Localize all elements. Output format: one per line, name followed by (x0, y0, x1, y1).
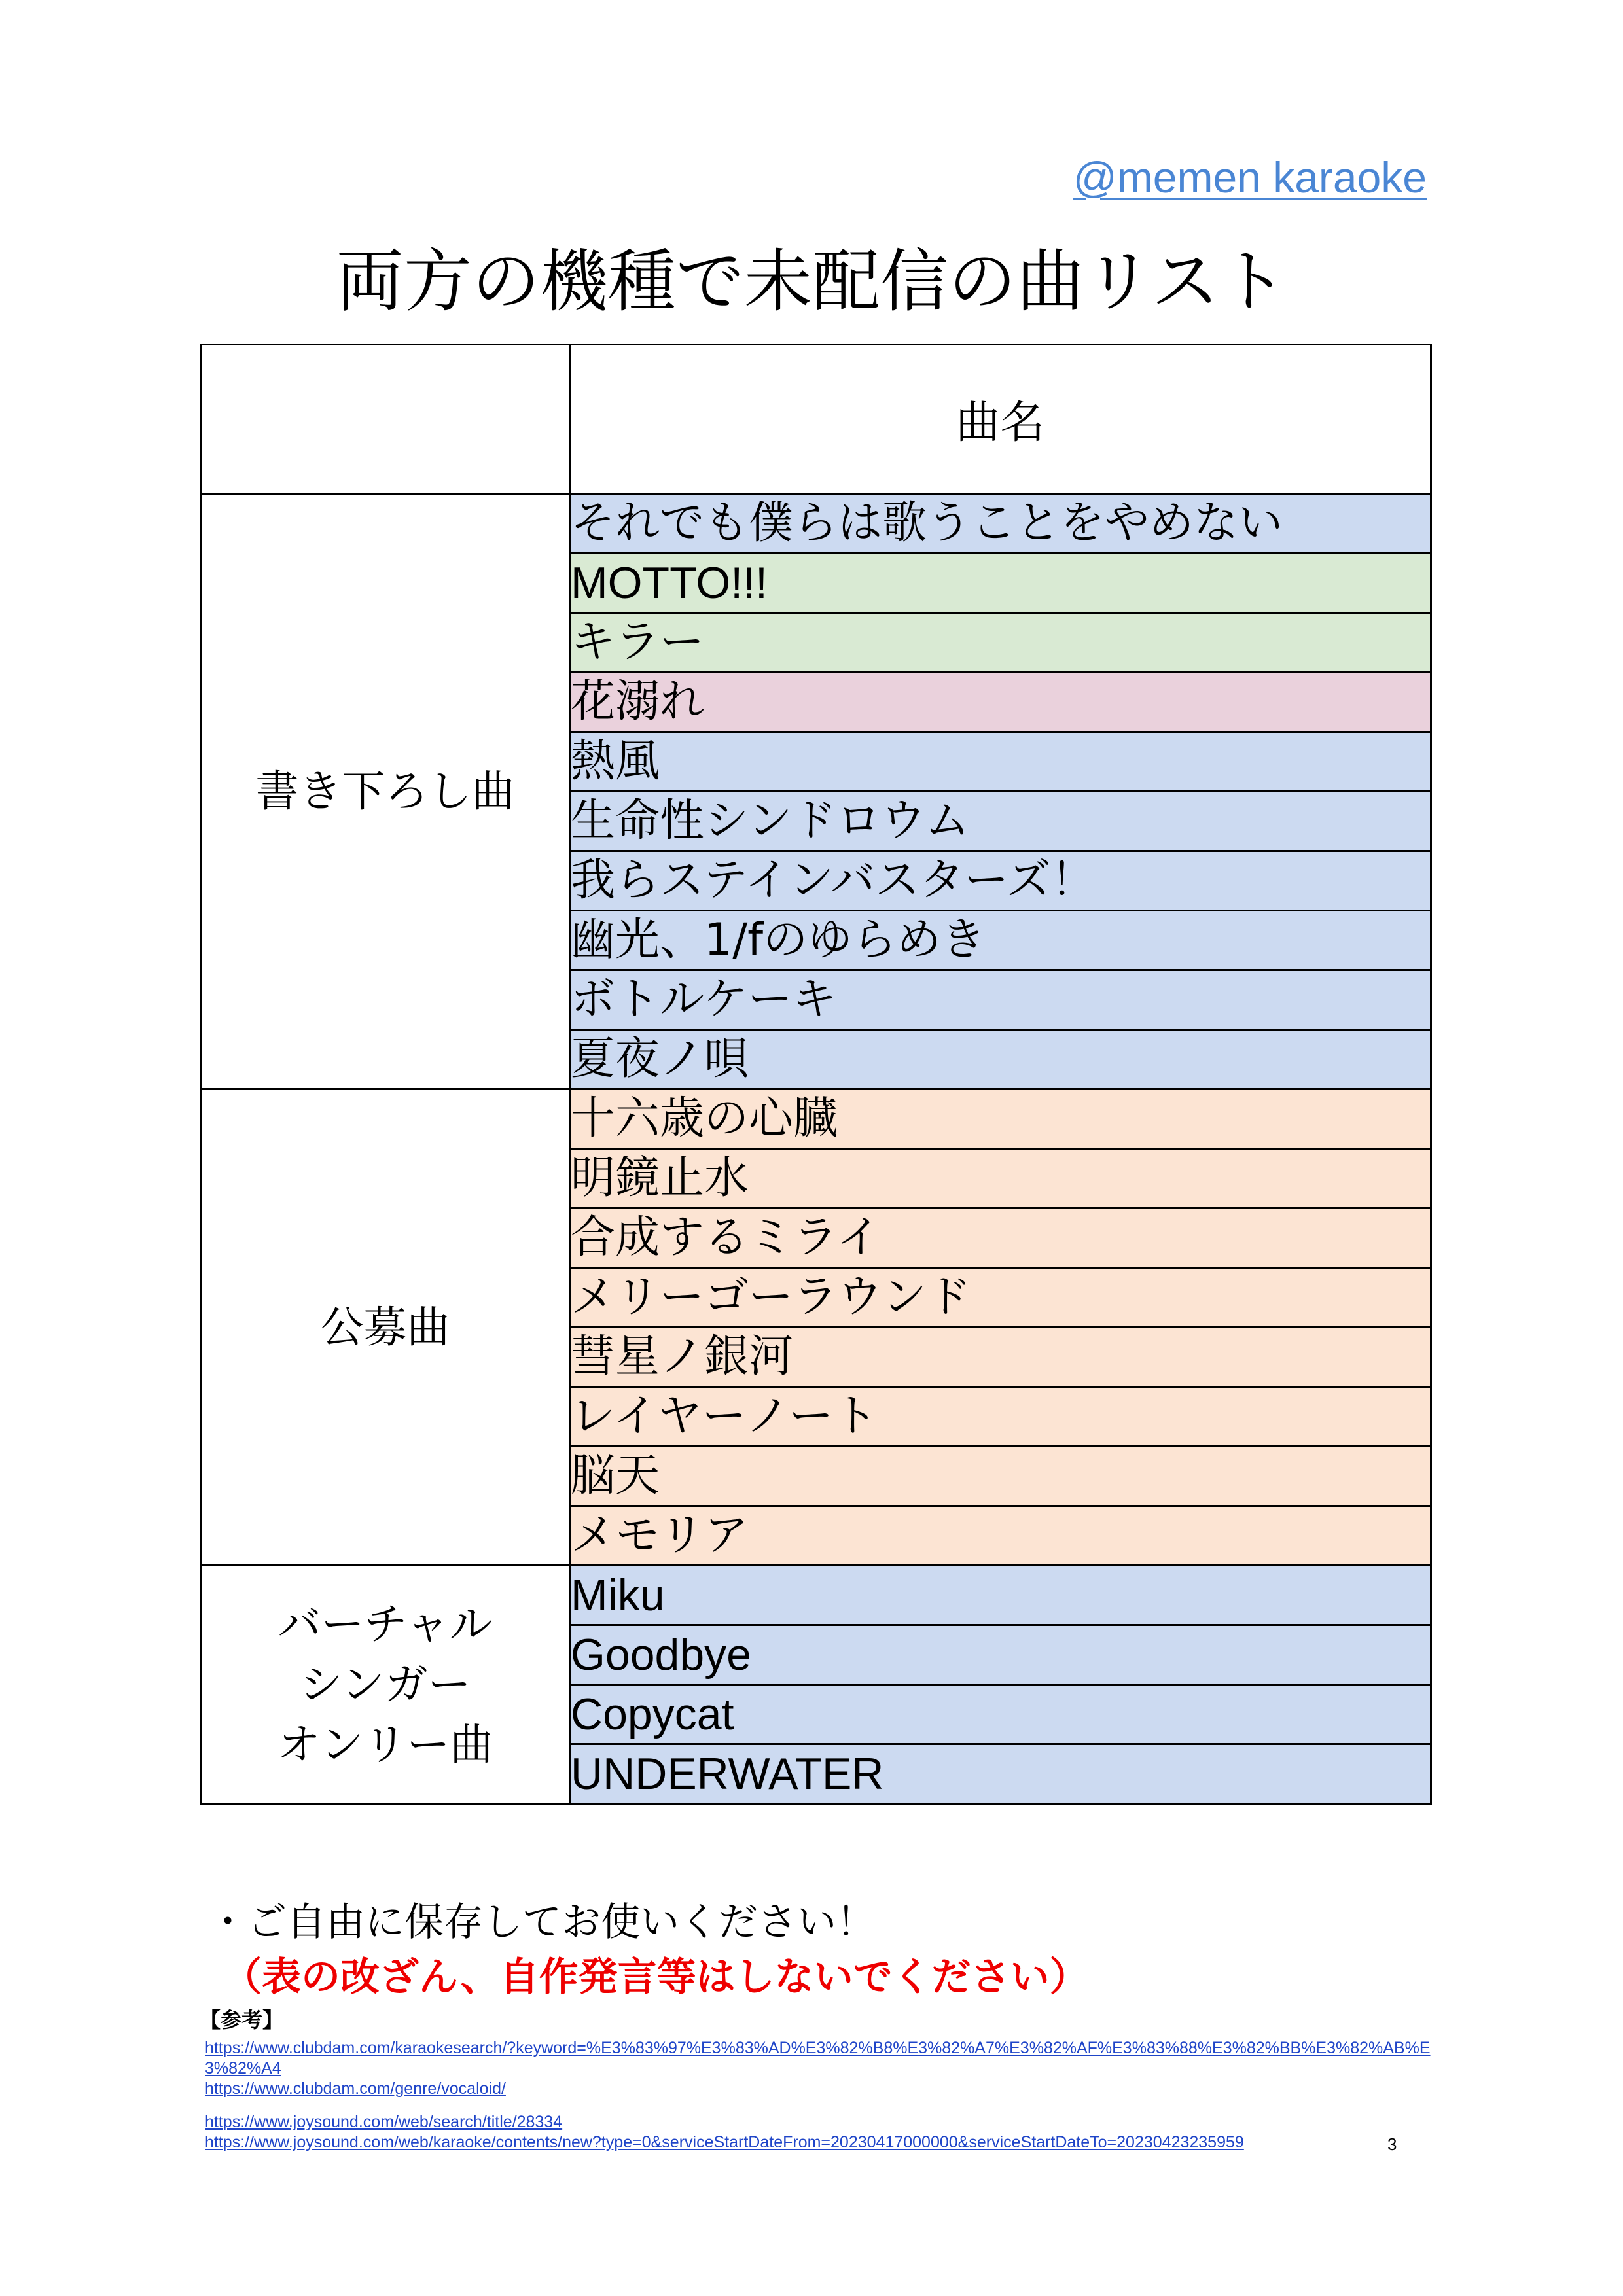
references-heading: 【参考】 (200, 2007, 284, 2032)
song-title: ボトルケーキ (570, 970, 1431, 1030)
song-title: 合成するミライ (570, 1209, 1431, 1268)
reference-link-dam-search[interactable]: https://www.clubdam.com/karaokesearch/?keyword=%E3%83%97%E3%83%AD%E3%82%B8%E3%82%A7%E3%82%AF%E3%83%88%E3%82%BB%E3%82%AB%E3%82%A4 (205, 2039, 1431, 2077)
table-row (201, 1566, 1431, 1625)
song-title: それでも僕らは歌うことをやめない (570, 494, 1431, 554)
page-title: 両方の機種で未配信の曲リスト (336, 241, 1287, 321)
song-title: MOTTO!!! (570, 554, 1431, 613)
song-title: Copycat (570, 1685, 1431, 1744)
song-title: 生命性シンドロウム (570, 792, 1431, 851)
song-table (200, 344, 1432, 1805)
reference-link-joysound-title[interactable]: https://www.joysound.com/web/search/title/28334 (205, 2113, 563, 2131)
table-header-row (201, 345, 1431, 494)
reference-link-joysound-new[interactable]: https://www.joysound.com/web/karaoke/contents/new?type=0&serviceStartDateFrom=20230417000000&serviceStartDateTo=20230423235959 (205, 2133, 1244, 2151)
song-title: メモリア (570, 1506, 1431, 1566)
category-label: 公募曲 (320, 1301, 450, 1352)
song-title: UNDERWATER (570, 1744, 1431, 1804)
column-header-song-name: 曲名 (570, 345, 1431, 494)
song-title: キラー (570, 613, 1431, 673)
category-label: オンリー曲 (277, 1719, 493, 1770)
song-title: 十六歳の心臓 (570, 1089, 1431, 1149)
song-title: レイヤーノート (570, 1387, 1431, 1447)
author-handle[interactable]: @memen karaoke (1073, 153, 1427, 202)
reference-links (205, 2038, 1442, 2153)
song-title: 幽光、1/fのゆらめき (570, 911, 1431, 970)
category-label: シンガー (299, 1659, 471, 1710)
song-title: 我らステインバスターズ！ (570, 851, 1431, 911)
header-empty-cell (201, 345, 570, 494)
song-title: 夏夜ノ唄 (570, 1030, 1431, 1089)
song-title: 脳天 (570, 1447, 1431, 1506)
page-number: 3 (1387, 2134, 1397, 2154)
usage-note: ・ご自由に保存してお使いください！ (208, 1899, 876, 1945)
song-title: Miku (570, 1566, 1431, 1625)
song-title: 明鏡止水 (570, 1149, 1431, 1209)
warning-note: （表の改ざん、自作発言等はしないでください） (223, 1954, 1089, 2000)
category-cell (201, 1089, 570, 1566)
reference-link-dam-vocaloid[interactable]: https://www.clubdam.com/genre/vocaloid/ (205, 2079, 506, 2098)
category-cell (201, 1566, 570, 1804)
category-cell (201, 494, 570, 1089)
table-row (201, 494, 1431, 554)
song-title: 彗星ノ銀河 (570, 1328, 1431, 1387)
category-label: 書き下ろし曲 (255, 766, 515, 817)
table-row (201, 1089, 1431, 1149)
song-title: メリーゴーラウンド (570, 1268, 1431, 1328)
song-title: 熱風 (570, 732, 1431, 792)
category-label: バーチャル (277, 1598, 493, 1650)
usage-notes (208, 1895, 1089, 2005)
song-title: Goodbye (570, 1625, 1431, 1685)
song-title: 花溺れ (570, 673, 1431, 732)
